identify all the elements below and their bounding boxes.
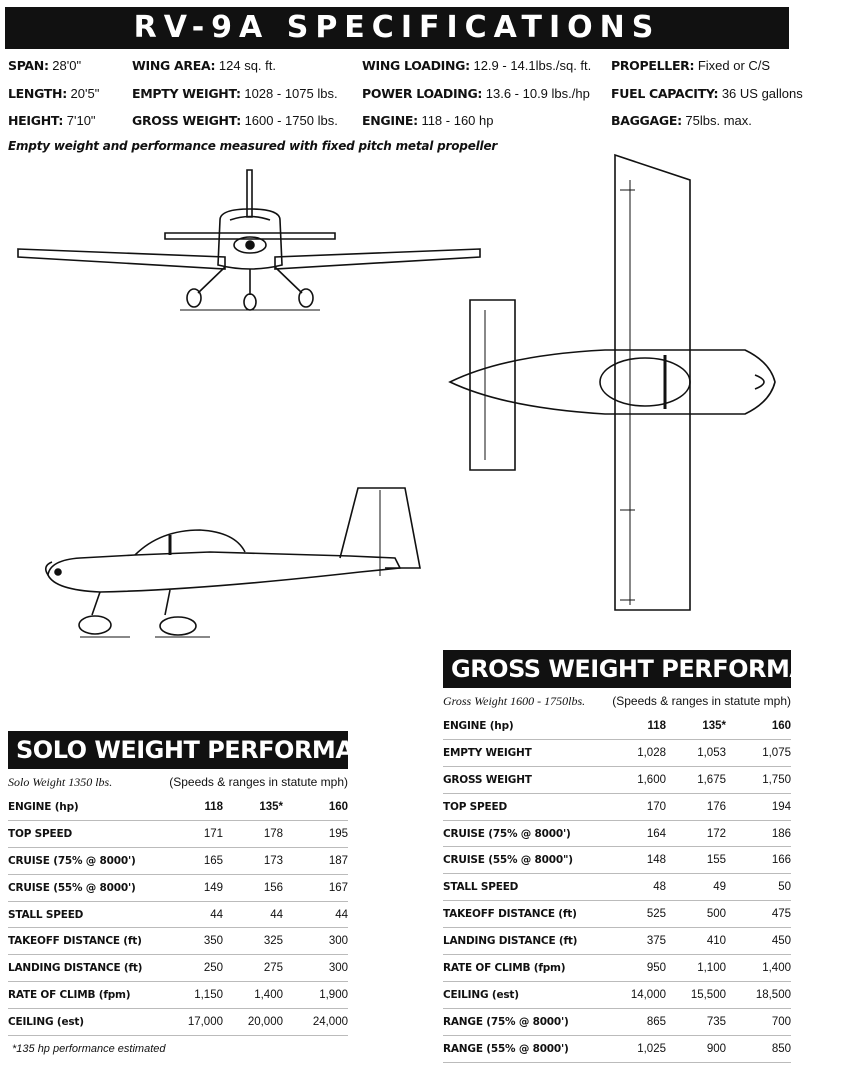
value-135: 172 xyxy=(666,820,726,847)
gross-weight-performance xyxy=(443,650,860,1063)
table-row xyxy=(8,955,348,982)
spec-value: 1028 - 1075 lbs. xyxy=(244,86,338,101)
row-label: RANGE (55% @ 8000') xyxy=(443,1035,606,1062)
spec-value: 36 US gallons xyxy=(721,86,803,101)
spec-value: 12.9 - 14.1lbs./sq. ft. xyxy=(473,58,592,73)
spec-label: POWER LOADING: xyxy=(362,86,483,101)
row-label: CEILING (est) xyxy=(8,1009,163,1036)
value-160: 1,400 xyxy=(726,955,791,982)
value-160: 450 xyxy=(726,928,791,955)
value-135: 156 xyxy=(223,874,283,901)
value-118: 165 xyxy=(163,847,223,874)
value-118: 865 xyxy=(606,1008,666,1035)
value-118: 48 xyxy=(606,874,666,901)
spec-value: 7'10" xyxy=(66,113,96,128)
spec-label: WING AREA: xyxy=(132,58,216,73)
gross-performance-title: GROSS WEIGHT PERFORMANCE xyxy=(443,650,791,688)
spec-wing-area xyxy=(132,58,276,73)
row-label: CRUISE (75% @ 8000') xyxy=(443,820,606,847)
spec-power-loading xyxy=(362,86,590,101)
value-160: 195 xyxy=(283,820,348,847)
value-135: 1,053 xyxy=(666,739,726,766)
table-row xyxy=(8,820,348,847)
spec-height xyxy=(8,113,96,128)
value-118: 350 xyxy=(163,928,223,955)
spec-label: EMPTY WEIGHT: xyxy=(132,86,241,101)
gross-performance-table xyxy=(443,713,791,1063)
spec-label: LENGTH: xyxy=(8,86,67,101)
spec-label: HEIGHT: xyxy=(8,113,64,128)
spec-span xyxy=(8,58,81,73)
value-118: 375 xyxy=(606,928,666,955)
value-160: 18,500 xyxy=(726,981,791,1008)
value-135: 1,100 xyxy=(666,955,726,982)
solo-performance-title: SOLO WEIGHT PERFORMANCE xyxy=(8,731,348,769)
value-135: 1,675 xyxy=(666,766,726,793)
spec-label: BAGGAGE: xyxy=(611,113,682,128)
footnote: *135 hp performance estimated xyxy=(12,1043,166,1055)
table-row xyxy=(443,766,791,793)
table-row xyxy=(443,793,791,820)
value-118: 1,028 xyxy=(606,739,666,766)
table-row xyxy=(8,901,348,928)
units-note: (Speeds & ranges in statute mph) xyxy=(169,775,348,789)
spec-value: 20'5" xyxy=(70,86,100,101)
row-label: EMPTY WEIGHT xyxy=(443,739,606,766)
header-label: ENGINE (hp) xyxy=(8,794,163,820)
value-118: 525 xyxy=(606,901,666,928)
row-label: TOP SPEED xyxy=(8,820,163,847)
header-135: 135* xyxy=(666,713,726,739)
table-row xyxy=(8,874,348,901)
value-118: 1,150 xyxy=(163,982,223,1009)
value-160: 194 xyxy=(726,793,791,820)
value-118: 1,600 xyxy=(606,766,666,793)
value-118: 148 xyxy=(606,847,666,874)
value-135: 410 xyxy=(666,928,726,955)
value-118: 1,025 xyxy=(606,1035,666,1062)
value-160: 700 xyxy=(726,1008,791,1035)
value-118: 170 xyxy=(606,793,666,820)
value-135: 500 xyxy=(666,901,726,928)
row-label: CEILING (est) xyxy=(443,981,606,1008)
row-label: LANDING DISTANCE (ft) xyxy=(8,955,163,982)
value-118: 950 xyxy=(606,955,666,982)
spec-engine xyxy=(362,113,493,128)
row-label: CRUISE (55% @ 8000") xyxy=(443,847,606,874)
value-160: 186 xyxy=(726,820,791,847)
value-135: 178 xyxy=(223,820,283,847)
row-label: CRUISE (75% @ 8000') xyxy=(8,847,163,874)
header-118: 118 xyxy=(163,794,223,820)
table-row xyxy=(443,1035,791,1062)
gross-subheader xyxy=(443,694,791,709)
row-label: TAKEOFF DISTANCE (ft) xyxy=(8,928,163,955)
value-160: 166 xyxy=(726,847,791,874)
spec-length xyxy=(8,86,99,101)
table-header-row xyxy=(8,794,348,820)
table-row xyxy=(443,1008,791,1035)
table-row xyxy=(443,981,791,1008)
spec-empty-weight xyxy=(132,86,338,101)
spec-value: 28'0" xyxy=(52,58,82,73)
side-view-drawing xyxy=(40,480,430,650)
page-title: RV-9A SPECIFICATIONS xyxy=(5,7,789,49)
table-row xyxy=(443,874,791,901)
spec-label: ENGINE: xyxy=(362,113,418,128)
table-row xyxy=(8,982,348,1009)
value-160: 44 xyxy=(283,901,348,928)
header-160: 160 xyxy=(726,713,791,739)
value-160: 850 xyxy=(726,1035,791,1062)
value-118: 17,000 xyxy=(163,1009,223,1036)
spec-value: Fixed or C/S xyxy=(697,58,771,73)
spec-label: FUEL CAPACITY: xyxy=(611,86,719,101)
row-label: STALL SPEED xyxy=(8,901,163,928)
solo-subheader xyxy=(8,775,348,790)
header-label: ENGINE (hp) xyxy=(443,713,606,739)
value-160: 475 xyxy=(726,901,791,928)
row-label: RANGE (75% @ 8000') xyxy=(443,1008,606,1035)
value-118: 14,000 xyxy=(606,981,666,1008)
value-160: 1,900 xyxy=(283,982,348,1009)
row-label: TOP SPEED xyxy=(443,793,606,820)
solo-weight-note: Solo Weight 1350 lbs. xyxy=(8,775,113,789)
value-118: 149 xyxy=(163,874,223,901)
table-row xyxy=(8,1009,348,1036)
gross-weight-note: Gross Weight 1600 - 1750lbs. xyxy=(443,694,586,708)
value-135: 49 xyxy=(666,874,726,901)
row-label: CRUISE (55% @ 8000') xyxy=(8,874,163,901)
spec-fuel-capacity xyxy=(611,86,803,101)
value-160: 187 xyxy=(283,847,348,874)
row-label: STALL SPEED xyxy=(443,874,606,901)
spec-value: 1600 - 1750 lbs. xyxy=(244,113,338,128)
spec-label: SPAN: xyxy=(8,58,49,73)
spec-label: WING LOADING: xyxy=(362,58,470,73)
table-row xyxy=(443,901,791,928)
value-135: 325 xyxy=(223,928,283,955)
spec-value: 118 - 160 hp xyxy=(421,113,494,128)
value-160: 300 xyxy=(283,928,348,955)
value-135: 44 xyxy=(223,901,283,928)
spec-baggage xyxy=(611,113,752,128)
value-160: 50 xyxy=(726,874,791,901)
value-135: 155 xyxy=(666,847,726,874)
value-135: 173 xyxy=(223,847,283,874)
table-row xyxy=(8,847,348,874)
value-135: 735 xyxy=(666,1008,726,1035)
table-row xyxy=(443,739,791,766)
spec-wing-loading xyxy=(362,58,591,73)
spec-label: GROSS WEIGHT: xyxy=(132,113,241,128)
value-118: 44 xyxy=(163,901,223,928)
table-row xyxy=(443,847,791,874)
value-135: 900 xyxy=(666,1035,726,1062)
value-160: 300 xyxy=(283,955,348,982)
value-135: 1,400 xyxy=(223,982,283,1009)
spec-propeller xyxy=(611,58,770,73)
table-row xyxy=(443,928,791,955)
solo-weight-performance xyxy=(8,731,406,1036)
header-118: 118 xyxy=(606,713,666,739)
row-label: TAKEOFF DISTANCE (ft) xyxy=(443,901,606,928)
spec-value: 75lbs. max. xyxy=(685,113,752,128)
value-160: 1,750 xyxy=(726,766,791,793)
value-118: 171 xyxy=(163,820,223,847)
spec-label: PROPELLER: xyxy=(611,58,695,73)
front-view-drawing xyxy=(10,165,490,315)
value-135: 15,500 xyxy=(666,981,726,1008)
row-label: GROSS WEIGHT xyxy=(443,766,606,793)
top-view-drawing xyxy=(445,150,780,615)
value-118: 164 xyxy=(606,820,666,847)
value-135: 275 xyxy=(223,955,283,982)
table-row xyxy=(8,928,348,955)
solo-performance-table xyxy=(8,794,348,1036)
value-135: 20,000 xyxy=(223,1009,283,1036)
value-160: 24,000 xyxy=(283,1009,348,1036)
value-160: 167 xyxy=(283,874,348,901)
row-label: LANDING DISTANCE (ft) xyxy=(443,928,606,955)
table-row xyxy=(443,820,791,847)
value-118: 250 xyxy=(163,955,223,982)
spec-value: 13.6 - 10.9 lbs./hp xyxy=(485,86,590,101)
table-row xyxy=(443,955,791,982)
measurement-note: Empty weight and performance measured with fixed pitch metal propeller xyxy=(8,139,498,153)
row-label: RATE OF CLIMB (fpm) xyxy=(8,982,163,1009)
spec-value: 124 sq. ft. xyxy=(218,58,276,73)
table-header-row xyxy=(443,713,791,739)
value-160: 1,075 xyxy=(726,739,791,766)
units-note: (Speeds & ranges in statute mph) xyxy=(612,694,791,708)
value-135: 176 xyxy=(666,793,726,820)
header-135: 135* xyxy=(223,794,283,820)
header-160: 160 xyxy=(283,794,348,820)
spec-gross-weight xyxy=(132,113,338,128)
row-label: RATE OF CLIMB (fpm) xyxy=(443,955,606,982)
